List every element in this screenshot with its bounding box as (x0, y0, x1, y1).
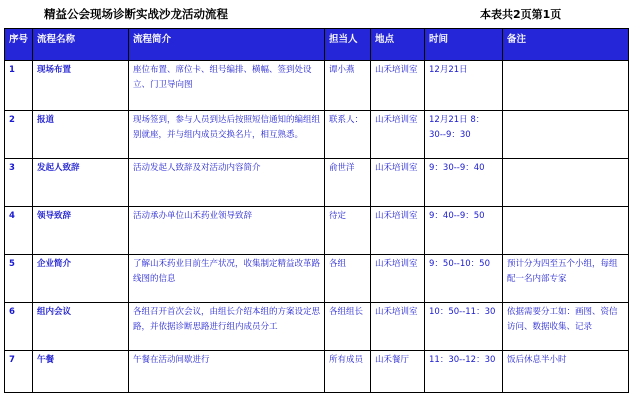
cell-name: 午餐 (33, 351, 129, 393)
cell-no: 6 (5, 303, 33, 351)
document-header (0, 0, 636, 28)
cell-owner: 所有成员 (325, 351, 371, 393)
cell-desc: 座位布置、席位卡、组号编排、横幅、签到处设立、门卫导向图 (129, 61, 325, 111)
cell-place: 山禾培训室 (371, 159, 425, 207)
cell-place: 山禾培训室 (371, 61, 425, 111)
cell-owner: 谭小燕 (325, 61, 371, 111)
column-header-place: 地点 (371, 29, 425, 61)
cell-owner: 各组组长 (325, 303, 371, 351)
cell-time: 9：40--9：50 (425, 207, 503, 255)
cell-note: 饭后休息半小时 (503, 351, 629, 393)
cell-time: 10：50--11：30 (425, 303, 503, 351)
cell-place: 山禾餐厅 (371, 351, 425, 393)
column-header-note: 备注 (503, 29, 629, 61)
table-row (5, 159, 629, 207)
cell-no: 1 (5, 61, 33, 111)
cell-time: 12月21日 (425, 61, 503, 111)
cell-note: 依据需要分工如：画图、资信访问、数据收集、记录 (503, 303, 629, 351)
table-row (5, 111, 629, 159)
table-row (5, 61, 629, 111)
table-row (5, 351, 629, 393)
cell-desc: 了解山禾药业目前生产状况，收集制定精益改革路线图的信息 (129, 255, 325, 303)
column-header-desc: 流程简介 (129, 29, 325, 61)
cell-name: 领导致辞 (33, 207, 129, 255)
cell-owner: 联系人： (325, 111, 371, 159)
cell-time: 11：30--12：30 (425, 351, 503, 393)
cell-name: 企业简介 (33, 255, 129, 303)
cell-owner: 待定 (325, 207, 371, 255)
cell-time: 9：50--10：50 (425, 255, 503, 303)
activity-flow-table (4, 28, 629, 393)
cell-time: 9：30--9：40 (425, 159, 503, 207)
cell-owner: 各组 (325, 255, 371, 303)
table-row (5, 303, 629, 351)
table-row (5, 207, 629, 255)
cell-note (503, 61, 629, 111)
cell-desc: 活动发起人致辞及对活动内容简介 (129, 159, 325, 207)
cell-no: 5 (5, 255, 33, 303)
cell-name: 报道 (33, 111, 129, 159)
cell-desc: 活动承办单位山禾药业领导致辞 (129, 207, 325, 255)
cell-name: 发起人致辞 (33, 159, 129, 207)
cell-no: 4 (5, 207, 33, 255)
cell-no: 7 (5, 351, 33, 393)
cell-name: 现场布置 (33, 61, 129, 111)
cell-place: 山禾培训室 (371, 255, 425, 303)
cell-note (503, 111, 629, 159)
cell-time: 12月21日 8：30--9：30 (425, 111, 503, 159)
cell-no: 3 (5, 159, 33, 207)
cell-desc: 午餐在活动间歇进行 (129, 351, 325, 393)
document-title: 精益公会现场诊断实战沙龙活动流程 (44, 7, 228, 21)
column-header-time: 时间 (425, 29, 503, 61)
cell-no: 2 (5, 111, 33, 159)
cell-owner: 俞世洋 (325, 159, 371, 207)
cell-place: 山禾培训室 (371, 111, 425, 159)
cell-note: 预计分为四至五个小组，每组配一名内部专家 (503, 255, 629, 303)
page-info: 本表共2页第1页 (480, 8, 562, 21)
cell-place: 山禾培训室 (371, 207, 425, 255)
cell-note (503, 159, 629, 207)
cell-place: 山禾培训室 (371, 303, 425, 351)
cell-name: 组内会议 (33, 303, 129, 351)
cell-desc: 现场签到，参与人员到达后按照短信通知的编组组别就座，并与组内成员交换名片，相互熟悉。 (129, 111, 325, 159)
table-header-row (5, 29, 629, 61)
cell-desc: 各组召开首次会议，由组长介绍本组的方案设定思路，并依据诊断思路进行组内成员分工 (129, 303, 325, 351)
column-header-name: 流程名称 (33, 29, 129, 61)
table-row (5, 255, 629, 303)
column-header-owner: 担当人 (325, 29, 371, 61)
column-header-no: 序号 (5, 29, 33, 61)
cell-note (503, 207, 629, 255)
